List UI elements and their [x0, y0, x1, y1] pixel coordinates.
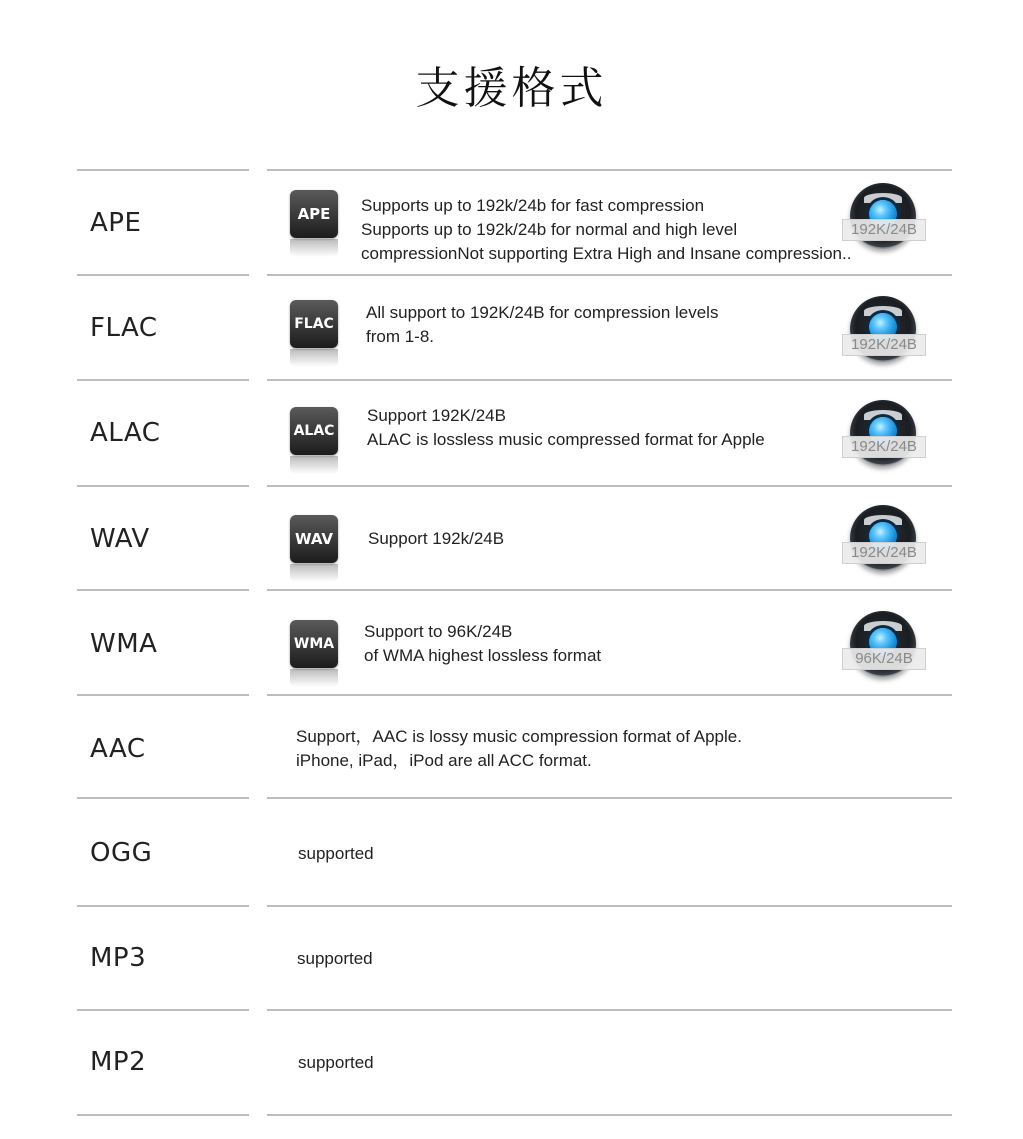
format-description: Support，AAC is lossy music compression format of Apple. iPhone, iPad，iPod are all ACC format. [296, 727, 742, 770]
flac-file-icon: FLAC [290, 300, 340, 367]
format-name: WAV [90, 524, 150, 554]
spec-badge: 192K/24B [842, 334, 926, 356]
divider [77, 1009, 249, 1011]
format-name: FLAC [90, 313, 158, 343]
divider [77, 379, 249, 381]
format-description: Support 192K/24B ALAC is lossless music compressed format for Apple [367, 406, 765, 449]
format-description: All support to 192K/24B for compression levels from 1-8. [366, 303, 719, 346]
spec-badge: 192K/24B [842, 542, 926, 564]
format-description: supported [298, 1053, 374, 1072]
divider [77, 485, 249, 487]
divider [77, 694, 249, 696]
divider [267, 274, 952, 276]
divider [267, 485, 952, 487]
format-name: MP2 [90, 1047, 147, 1077]
alac-file-icon: ALAC [290, 407, 340, 474]
divider [77, 169, 249, 171]
format-name: OGG [90, 838, 153, 868]
divider [77, 589, 249, 591]
divider [267, 1009, 952, 1011]
spec-badge: 192K/24B [842, 219, 926, 241]
divider [77, 274, 249, 276]
spec-badge: 96K/24B [842, 648, 926, 670]
divider [77, 797, 249, 799]
divider [77, 905, 249, 907]
wav-file-icon: WAV [290, 515, 340, 582]
spec-badge: 192K/24B [842, 436, 926, 458]
format-name: AAC [90, 734, 146, 764]
format-description: Support to 96K/24B of WMA highest lossless format [364, 622, 602, 665]
page-title: 支援格式 [415, 63, 608, 114]
divider [267, 589, 952, 591]
divider [77, 1114, 249, 1116]
format-name: ALAC [90, 418, 161, 448]
format-name: WMA [90, 629, 158, 659]
format-name: APE [90, 208, 142, 238]
divider [267, 905, 952, 907]
format-description: Supports up to 192k/24b for fast compression Supports up to 192k/24b for normal and high level compressionNot supporting Extra High and Insane compression.. [361, 196, 852, 263]
ape-file-icon: APE [290, 190, 340, 257]
wma-file-icon: WMA [290, 620, 340, 687]
divider [267, 1114, 952, 1116]
divider [267, 694, 952, 696]
format-name: MP3 [90, 943, 147, 973]
divider [267, 797, 952, 799]
divider [267, 379, 952, 381]
divider [267, 169, 952, 171]
format-description: supported [298, 844, 374, 863]
format-description: Support 192k/24B [368, 529, 505, 548]
format-description: supported [297, 949, 373, 968]
